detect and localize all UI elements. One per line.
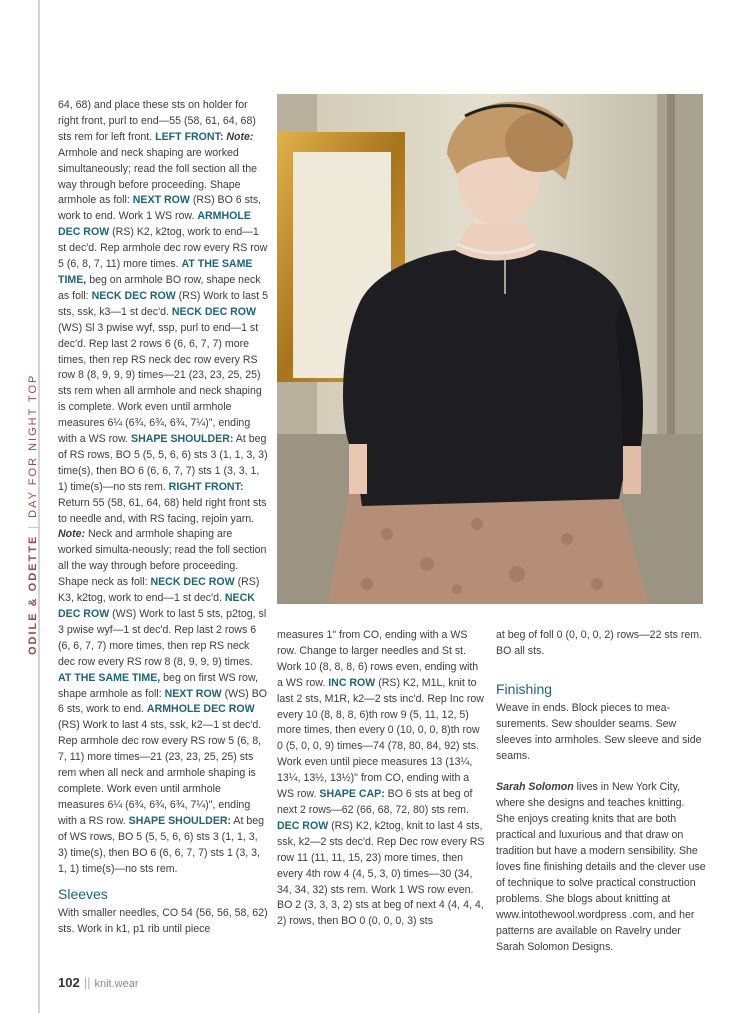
model-photo-illustration (277, 94, 703, 604)
side-label (27, 374, 39, 655)
designer-bio: Sarah Solomon lives in New York City, where she designs and teaches knitting. She enjoys creating knits that are both practical and luxurious and that draw on tradition but have a modern sensibility. She loves fine finishing details and the clever use of technique to solve practical construction problems. She blogs about knitting at www.intothewool.wordpress .com, and her patterns are available on Ravelry under Sarah Solomon Designs. (496, 781, 706, 953)
footer-separator: || (83, 975, 91, 990)
section-category: DAY FOR NIGHT TOP (27, 373, 39, 518)
designer-name: Sarah Solomon (496, 781, 574, 794)
page-footer (58, 975, 139, 990)
sleeves-instructions-end: at beg of foll 0 (0, 0, 0, 2) rows—22 sts rem. BO all sts. (496, 629, 703, 657)
finishing-heading: Finishing (496, 680, 553, 697)
model-photo (277, 94, 703, 604)
sleeves-instructions-continued: measures 1" from CO, ending with a WS row. Change to larger needles and St st. Work 10 (8, 8, 8, 6) rows even, ending with a WS row. INC ROW (RS) K2, M1L, knit to last 2 sts, M1R, k2—2 sts inc'd. Rep Inc row every 10 (8, 8, 8, 6)th row 9 (5, 11, 12, 5) more times, then every 0 (10, 0, 0, 8)th row 0 (5, 0, 0, 9) times—74 (78, 80, 84, 92) sts. Work even until piece measures 13 (13¼, 13¼, 13½, 13½)" from CO, ending with a WS row. SHAPE CAP: BO 6 sts at beg of next 2 rows—62 (66, 68, 72, 80) sts rem. DEC ROW (RS) K2, k2tog, knit to last 4 sts, ssk, k2—2 sts dec'd. Rep Dec row every RS row 11 (11, 11, 15, 23) more times, then every 4th row 4 (4, 5, 3, 0) times—30 (34, 34, 34, 32) sts rem. Work 1 WS row even. BO 2 (3, 3, 3, 2) sts at beg of next 4 (4, 4, 4, 2) rows, then BO 0 (0, 0, 0, 3) sts (277, 629, 485, 928)
side-separator: | (27, 523, 39, 529)
pattern-name: ODILE & ODETTE (27, 534, 39, 655)
sleeves-instructions-start: With smaller needles, CO 54 (56, 56, 58, 62) sts. Work in k1, p1 rib until piece (58, 907, 268, 936)
text-column-2 (277, 628, 485, 930)
magazine-name: knit.wear (94, 978, 139, 990)
text-column-3 (496, 628, 706, 955)
left-right-front-instructions: 64, 68) and place these sts on holder for right front, purl to end—55 (58, 61, 64, 68) sts rem for left front. LEFT FRONT: Note: Armhole and neck shaping are worked simultaneously; read the foll section all the way through before proceeding. Shape armhole as foll: NEXT ROW (RS) BO 6 sts, work to end. Work 1 WS row. ARMHOLE DEC ROW (RS) K2, k2tog, work to end—1 st dec'd. Rep armhole dec row every RS row 5 (6, 8, 7, 11) more times. AT THE SAME TIME, beg on armhole BO row, shape neck as foll: NECK DEC ROW (RS) Work to last 5 sts, ssk, k3—1 st dec'd. NECK DEC ROW (WS) Sl 3 pwise wyf, ssp, purl to end—1 st dec'd. Rep last 2 rows 6 (6, 6, 7, 7) more times, then rep RS neck dec row every RS row 8 (8, 9, 9, 9) times—21 (23, 23, 25, 25) sts rem when all armhole and neck shaping is complete. Work even until armhole measures 6¼ (6¾, 6¾, 6¾, 7¼)", ending with a WS row. SHAPE SHOULDER: At beg of RS rows, BO 5 (5, 5, 6, 6) sts 3 (1, 1, 3, 3) time(s), then BO 6 (6, 6, 7, 7) sts 1 (3, 3, 1, 1) time(s)—no sts rem. RIGHT FRONT: Return 55 (58, 61, 64, 68) held right front sts to needle and, with RS facing, rejoin yarn. Note: Neck and armhole shaping are worked simulta-neously; read the foll section all the way through before proceeding. Shape neck as foll: NECK DEC ROW (RS) K3, k2tog, work to end—1 st dec'd. NECK DEC ROW (WS) Work to last 5 sts, p2tog, sl 3 pwise wyf—1 st dec'd. Rep last 2 rows 6 (6, 6, 7, 7) more times, then rep RS neck dec row every RS row 8 (8, 9, 9, 9) times. AT THE SAME TIME, beg on first WS row, shape armhole as foll: NEXT ROW (WS) BO 6 sts, work to end. ARMHOLE DEC ROW (RS) Work to last 4 sts, ssk, k2—1 st dec'd. Rep armhole dec row every RS row 5 (6, 8, 7, 11) more times—21 (23, 23, 25, 25) sts rem when all neck and armhole shaping is complete. Work even until armhole measures 6¼ (6¾, 6¾, 6¾, 7¼)", ending with a RS row. SHAPE SHOULDER: At beg of WS rows, BO 5 (5, 5, 6, 6) sts 3 (1, 1, 3, 3) time(s), then BO 6 (6, 6, 7, 7) sts 1 (3, 3, 1, 1) time(s)—no sts rem. (58, 99, 268, 875)
text-column-1 (58, 98, 268, 938)
finishing-instructions: Weave in ends. Block pieces to mea-surements. Sew shoulder seams. Sew sleeves into armholes. Sew sleeve and side seams. (496, 701, 702, 762)
sleeves-heading: Sleeves (58, 886, 108, 903)
page-number: 102 (58, 975, 80, 990)
